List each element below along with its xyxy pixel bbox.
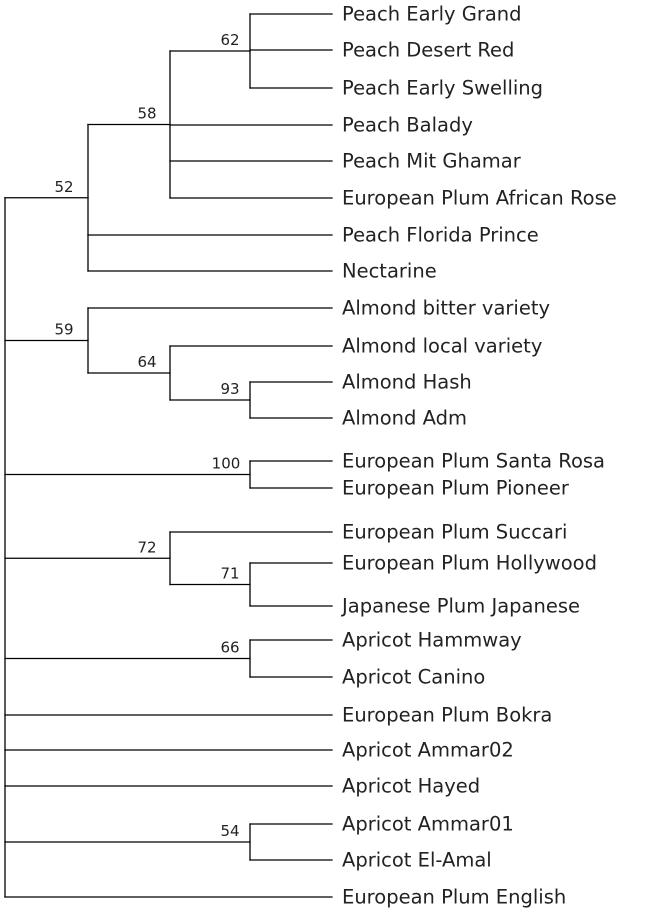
leaf-label: Peach Early Swelling xyxy=(342,76,544,100)
leaf-label: European Plum Hollywood xyxy=(342,551,597,575)
bootstrap-support-value: 54 xyxy=(220,822,240,840)
leaf-label: Peach Mit Ghamar xyxy=(342,149,521,173)
bootstrap-support-value: 66 xyxy=(220,638,240,657)
bootstrap-support-value: 58 xyxy=(137,104,157,123)
leaf-label: Almond bitter variety xyxy=(342,296,551,320)
leaf-label: Nectarine xyxy=(342,259,437,283)
leaf-label: Almond local variety xyxy=(342,334,543,358)
leaf-label: European Plum African Rose xyxy=(342,186,617,210)
bootstrap-support-value: 52 xyxy=(54,177,74,196)
leaf-label: Peach Balady xyxy=(342,113,473,137)
bootstrap-support-value: 64 xyxy=(137,353,157,371)
leaf-label: Apricot Hayed xyxy=(342,774,481,798)
leaf-label: Apricot El-Amal xyxy=(342,848,492,872)
bootstrap-support-value: 71 xyxy=(220,564,240,583)
bootstrap-support-value: 59 xyxy=(54,320,74,339)
leaf-label: Japanese Plum Japanese xyxy=(342,594,581,618)
leaf-label: European Plum Succari xyxy=(342,520,568,544)
bootstrap-support-value: 72 xyxy=(137,538,157,557)
bootstrap-support-value: 100 xyxy=(211,454,241,473)
bootstrap-support-value: 62 xyxy=(220,31,240,49)
leaf-label: Almond Hash xyxy=(342,370,472,394)
tree-labels xyxy=(54,3,616,909)
leaf-label: Apricot Canino xyxy=(342,665,486,689)
leaf-label: European Plum Pioneer xyxy=(342,476,569,500)
leaf-label: Peach Desert Red xyxy=(342,38,515,62)
tree-branches xyxy=(5,14,332,897)
leaf-label: European Plum Santa Rosa xyxy=(342,449,606,473)
leaf-label: European Plum English xyxy=(342,885,567,909)
leaf-label: Peach Early Grand xyxy=(342,2,522,26)
leaf-label: Apricot Hammway xyxy=(342,628,522,652)
bootstrap-support-value: 93 xyxy=(220,380,240,398)
leaf-label: European Plum Bokra xyxy=(342,703,553,727)
leaf-label: Apricot Ammar01 xyxy=(342,812,514,836)
leaf-label: Almond Adm xyxy=(342,406,467,430)
leaf-label: Apricot Ammar02 xyxy=(342,738,514,762)
leaf-label: Peach Florida Prince xyxy=(342,223,539,247)
